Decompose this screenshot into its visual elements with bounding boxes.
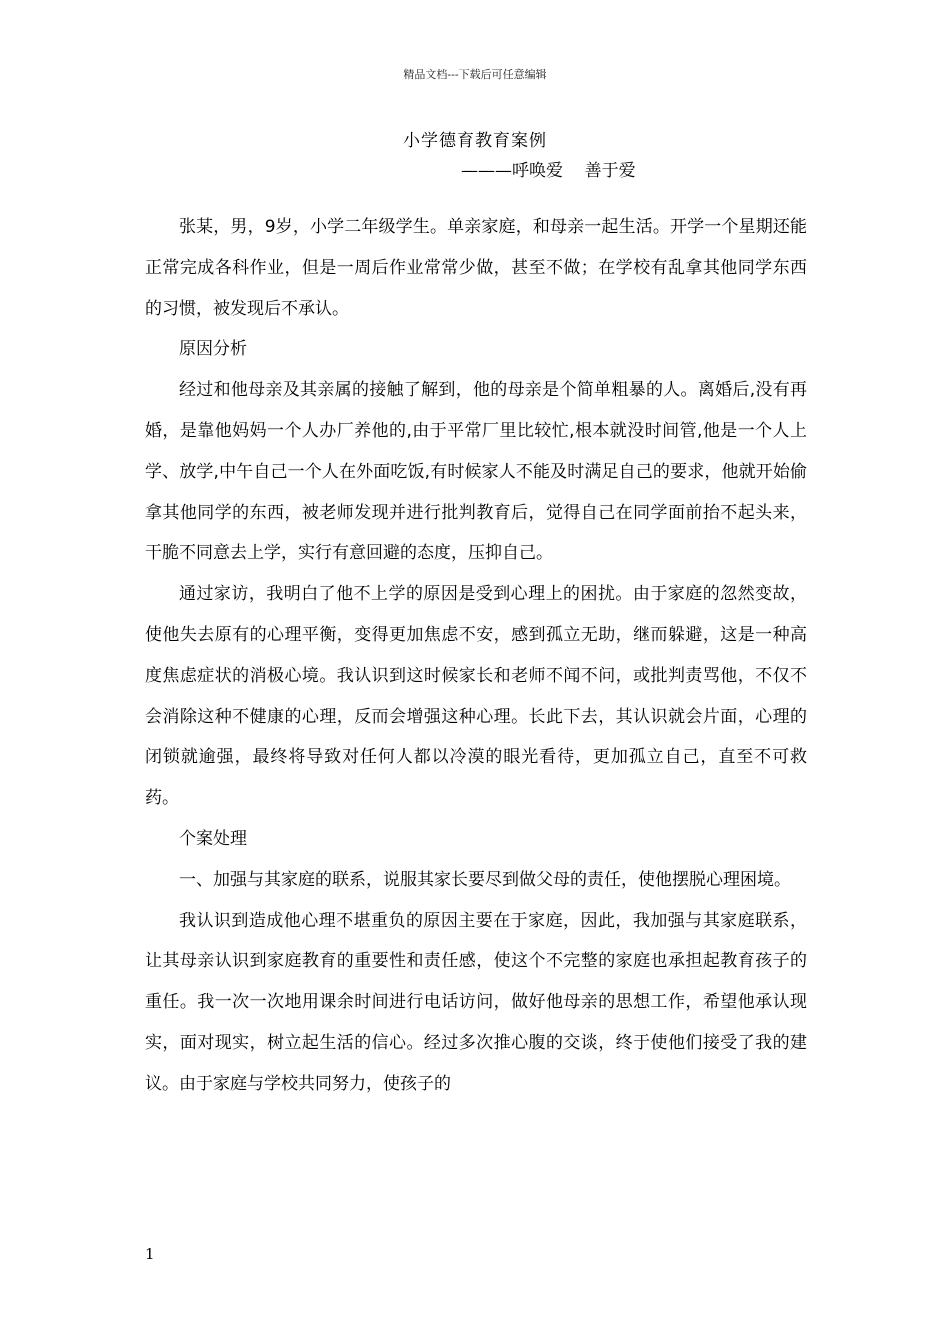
document-title: 小学德育教育案例 xyxy=(403,131,547,151)
document-subtitle: ———呼唤爱 善于爱 xyxy=(461,161,636,181)
paragraph-cause-psychology: 通过家访，我明白了他不上学的原因是受到心理上的困扰。由于家庭的忽然变故，使他失去原有的心理平衡，变得更加焦虑不安，感到孤立无助，继而躲避，这是一种高度焦虑症状的消极心境。我认识到这时候家长和老师不闻不问，或批判责骂他，不仅不会消除这种不健康的心理，反而会增强这种心理。长此下去，其认识就会片面，心理的闭锁就逾强，最终将导致对任何人都以冷漠的眼光看待，更加孤立自己，直至不可救药。 xyxy=(145,584,807,809)
paragraph-cause-family: 经过和他母亲及其亲属的接触了解到，他的母亲是个简单粗暴的人。离婚后,没有再婚，是靠他妈妈一个人办厂养他的,由于平常厂里比较忙,根本就没时间管,他是一个人上学、放学,中午自己一个人在外面吃饭,有时候家人不能及时满足自己的要求，他就开始偷拿其他同学的东西，被老师发现并进行批判教育后，觉得自己在同学面前抬不起头来，干脆不同意去上学，实行有意回避的态度，压抑自己。 xyxy=(145,380,807,564)
page-number: 1 xyxy=(145,1245,155,1263)
document-body xyxy=(145,207,807,1105)
paragraph-case-intro: 张某，男，9岁，小学二年级学生。单亲家庭，和母亲一起生活。开学一个星期还能正常完成各科作业，但是一周后作业常常少做，甚至不做；在学校有乱拿其他同学东西的习惯，被发现后不承认。 xyxy=(145,217,807,319)
paragraph-measure-one: 一、加强与其家庭的联系，说服其家长要尽到做父母的责任，使他摆脱心理困境。 xyxy=(179,869,791,890)
paragraph-measure-one-detail: 我认识到造成他心理不堪重负的原因主要在于家庭，因此，我加强与其家庭联系，让其母亲认识到家庭教育的重要性和责任感，使这个不完整的家庭也承担起教育孩子的重任。我一次一次地用课余时间进行电话访问，做好他母亲的思想工作，希望他承认现实，面对现实，树立起生活的信心。经过多次推心腹的交谈，终于使他们接受了我的建议。由于家庭与学校共同努力，使孩子的 xyxy=(145,910,807,1094)
section-heading-case-handling: 个案处理 xyxy=(179,828,247,849)
section-heading-cause-analysis: 原因分析 xyxy=(179,339,247,360)
document-header-note: 精品文档---下载后可任意编辑 xyxy=(403,68,547,81)
